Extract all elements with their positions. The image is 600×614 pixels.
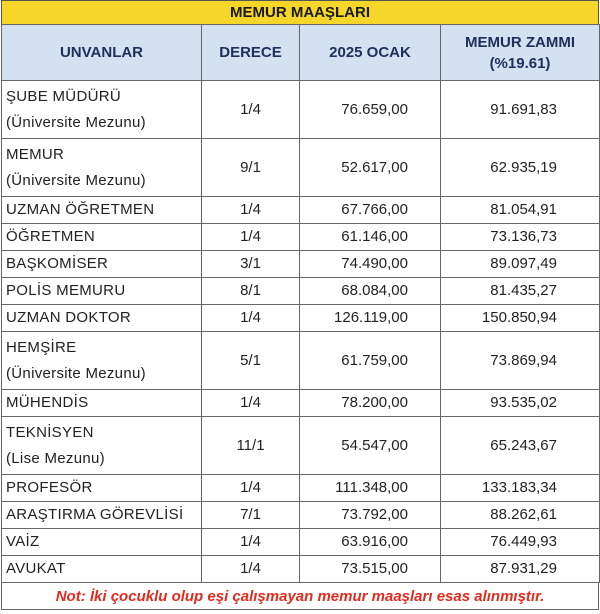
table-row xyxy=(2,251,600,278)
column-header-derece: DERECE xyxy=(202,25,300,81)
unvan-title: TEKNİSYEN xyxy=(6,423,94,441)
cell-memur-zammi: 150.850,94 xyxy=(441,305,600,332)
cell-derece: 1/4 xyxy=(202,556,300,583)
unvan-title: ÖĞRETMEN xyxy=(6,228,96,245)
column-header-memur-zammi xyxy=(441,25,600,81)
table-body xyxy=(2,81,600,583)
cell-derece: 1/4 xyxy=(202,390,300,417)
salary-table xyxy=(1,24,600,583)
cell-memur-zammi: 133.183,34 xyxy=(441,475,600,502)
cell-derece: 1/4 xyxy=(202,475,300,502)
table-row xyxy=(2,475,600,502)
table-row xyxy=(2,502,600,529)
column-header-unvanlar: UNVANLAR xyxy=(2,25,202,81)
unvan-subtitle: (Üniversite Mezunu) xyxy=(6,364,146,382)
cell-unvan xyxy=(2,81,202,139)
unvan-title: AVUKAT xyxy=(6,560,66,577)
cell-derece: 5/1 xyxy=(202,332,300,390)
unvan-subtitle: (Üniversite Mezunu) xyxy=(6,113,146,131)
cell-memur-zammi: 76.449,93 xyxy=(441,529,600,556)
cell-derece: 11/1 xyxy=(202,417,300,475)
cell-2025-ocak: 78.200,00 xyxy=(300,390,441,417)
unvan-title: ARAŞTIRMA GÖREVLİSİ xyxy=(6,506,184,523)
cell-memur-zammi: 91.691,83 xyxy=(441,81,600,139)
cell-derece: 1/4 xyxy=(202,197,300,224)
cell-memur-zammi: 65.243,67 xyxy=(441,417,600,475)
column-header-zam-rate: (%19.61) xyxy=(489,54,551,72)
cell-unvan xyxy=(2,529,202,556)
footnote: Not: İki çocuklu olup eşi çalışmayan memur maaşları esas alınmıştır. xyxy=(1,583,599,610)
cell-memur-zammi: 73.136,73 xyxy=(441,224,600,251)
column-header-memur-zammi-label: MEMUR ZAMMI xyxy=(465,33,575,51)
table-row xyxy=(2,224,600,251)
table-row xyxy=(2,81,600,139)
cell-unvan xyxy=(2,139,202,197)
cell-2025-ocak: 111.348,00 xyxy=(300,475,441,502)
cell-2025-ocak: 61.146,00 xyxy=(300,224,441,251)
unvan-title: BAŞKOMİSER xyxy=(6,255,109,272)
cell-memur-zammi: 87.931,29 xyxy=(441,556,600,583)
cell-2025-ocak: 68.084,00 xyxy=(300,278,441,305)
cell-2025-ocak: 73.515,00 xyxy=(300,556,441,583)
salary-table-container xyxy=(1,0,599,610)
unvan-title: VAİZ xyxy=(6,533,40,550)
cell-derece: 9/1 xyxy=(202,139,300,197)
cell-unvan xyxy=(2,197,202,224)
cell-unvan xyxy=(2,417,202,475)
cell-2025-ocak: 76.659,00 xyxy=(300,81,441,139)
unvan-title: ŞUBE MÜDÜRÜ xyxy=(6,87,121,105)
cell-derece: 1/4 xyxy=(202,529,300,556)
unvan-title: POLİS MEMURU xyxy=(6,282,126,299)
table-row xyxy=(2,529,600,556)
cell-2025-ocak: 54.547,00 xyxy=(300,417,441,475)
cell-unvan xyxy=(2,390,202,417)
table-row xyxy=(2,278,600,305)
cell-derece: 3/1 xyxy=(202,251,300,278)
table-row xyxy=(2,390,600,417)
cell-memur-zammi: 73.869,94 xyxy=(441,332,600,390)
unvan-title: PROFESÖR xyxy=(6,479,93,496)
cell-unvan xyxy=(2,556,202,583)
cell-2025-ocak: 126.119,00 xyxy=(300,305,441,332)
table-row xyxy=(2,417,600,475)
cell-unvan xyxy=(2,332,202,390)
cell-unvan xyxy=(2,305,202,332)
unvan-title: MÜHENDİS xyxy=(6,394,89,411)
cell-2025-ocak: 52.617,00 xyxy=(300,139,441,197)
cell-unvan xyxy=(2,475,202,502)
table-title: MEMUR MAAŞLARI xyxy=(1,0,599,24)
cell-derece: 1/4 xyxy=(202,81,300,139)
table-row xyxy=(2,139,600,197)
unvan-subtitle: (Üniversite Mezunu) xyxy=(6,171,146,189)
cell-derece: 8/1 xyxy=(202,278,300,305)
cell-memur-zammi: 81.054,91 xyxy=(441,197,600,224)
cell-memur-zammi: 93.535,02 xyxy=(441,390,600,417)
unvan-title: HEMŞİRE xyxy=(6,338,77,356)
cell-unvan xyxy=(2,502,202,529)
table-row xyxy=(2,556,600,583)
table-row xyxy=(2,332,600,390)
cell-2025-ocak: 61.759,00 xyxy=(300,332,441,390)
cell-memur-zammi: 89.097,49 xyxy=(441,251,600,278)
unvan-title: UZMAN DOKTOR xyxy=(6,309,131,326)
cell-memur-zammi: 62.935,19 xyxy=(441,139,600,197)
cell-2025-ocak: 63.916,00 xyxy=(300,529,441,556)
cell-derece: 1/4 xyxy=(202,305,300,332)
column-header-2025-ocak: 2025 OCAK xyxy=(300,25,441,81)
cell-2025-ocak: 67.766,00 xyxy=(300,197,441,224)
table-row xyxy=(2,305,600,332)
cell-memur-zammi: 81.435,27 xyxy=(441,278,600,305)
unvan-title: UZMAN ÖĞRETMEN xyxy=(6,201,155,218)
cell-derece: 1/4 xyxy=(202,224,300,251)
cell-memur-zammi: 88.262,61 xyxy=(441,502,600,529)
unvan-title: MEMUR xyxy=(6,145,65,163)
cell-unvan xyxy=(2,251,202,278)
header-row xyxy=(2,25,600,81)
cell-derece: 7/1 xyxy=(202,502,300,529)
table-row xyxy=(2,197,600,224)
cell-unvan xyxy=(2,278,202,305)
cell-2025-ocak: 74.490,00 xyxy=(300,251,441,278)
unvan-subtitle: (Lise Mezunu) xyxy=(6,449,105,467)
cell-2025-ocak: 73.792,00 xyxy=(300,502,441,529)
cell-unvan xyxy=(2,224,202,251)
